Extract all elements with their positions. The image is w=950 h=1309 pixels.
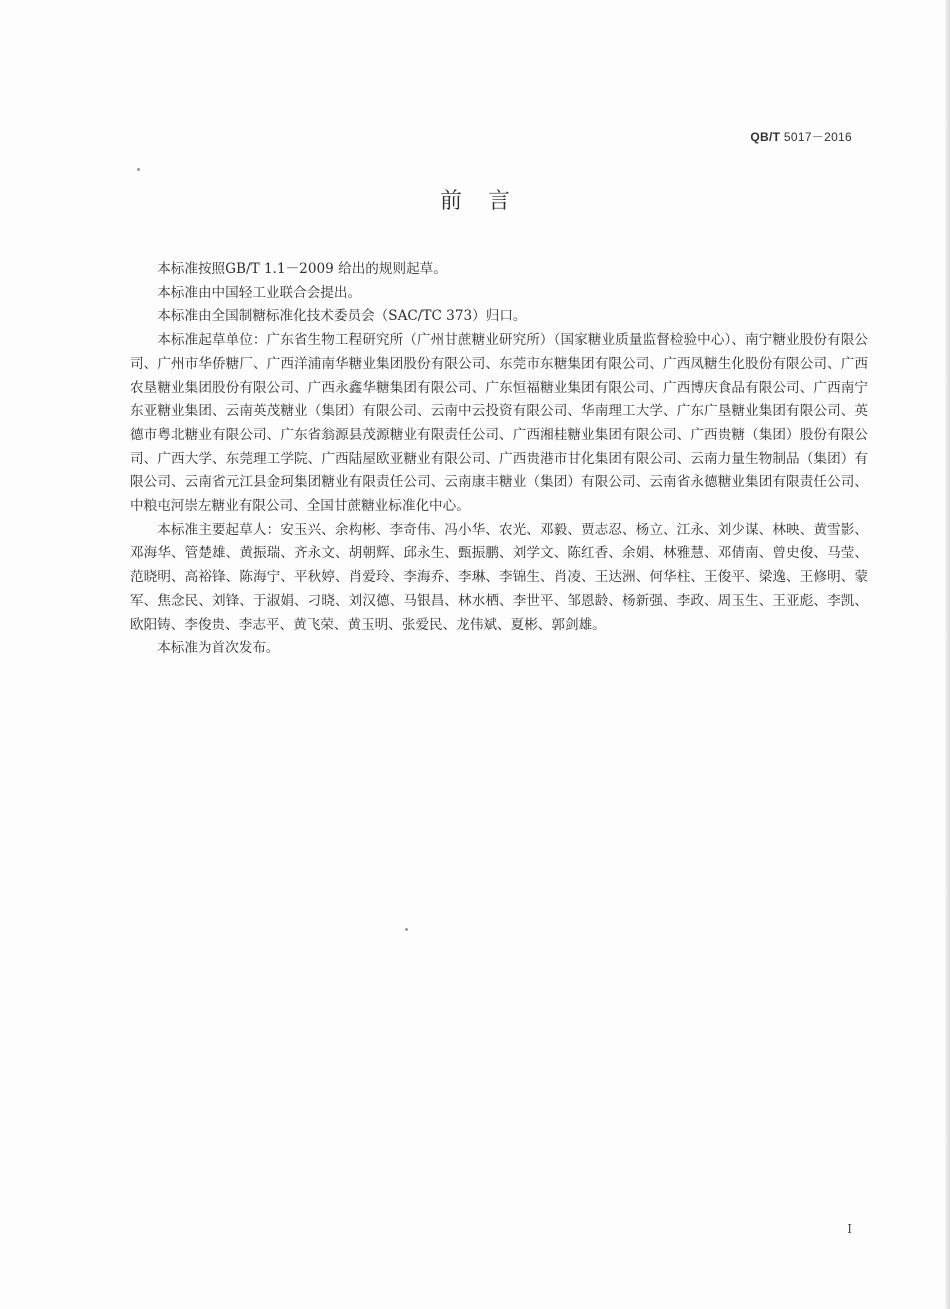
standard-code-number: 5017－2016	[783, 130, 852, 144]
page-title: 前言	[439, 189, 536, 214]
paragraph-first-release: 本标准为首次发布。	[157, 640, 280, 657]
paragraph-proposer: 本标准由中国轻工业联合会提出。	[157, 284, 362, 301]
standard-code-prefix: QB/T	[750, 130, 781, 144]
paragraph-committee: 本标准由全国制糖标准化技术委员会（SAC/TC 373）归口。	[157, 308, 527, 325]
page-number: I	[847, 1222, 852, 1236]
scan-speck	[405, 928, 408, 931]
standard-code	[750, 128, 852, 145]
scan-speck	[137, 168, 140, 171]
paragraph-drafters: 本标准主要起草人：安玉兴、余构彬、李奇伟、冯小华、农光、邓毅、贾志忍、杨立、江永、刘少谋、林映、黄雪影、邓海华、管楚雄、黄振瑞、齐永文、胡朝辉、邱永生、甄振鹏、刘学文、陈红香、余娟、林雅慧、邓倩南、曾史俊、马莹、范晓明、高裕锋、陈海宁、平秋婷、肖爱玲、李海乔、李琳、李锦生、肖凌、王达洲、何华柱、王俊平、梁逸、王修明、蒙军、焦念民、刘锋、于淑娟、刁晓、刘汉德、马银昌、林水栖、李世平、邹恩龄、杨新强、李政、周玉生、王亚彪、李凯、欧阳铸、李俊贵、李志平、黄飞荣、黄玉明、张爱民、龙伟斌、夏彬、郭剑雄。	[130, 521, 868, 633]
paragraph-drafting-units: 本标准起草单位：广东省生物工程研究所（广州甘蔗糖业研究所）（国家糖业质量监督检验中心）、南宁糖业股份有限公司、广州市华侨糖厂、广西洋浦南华糖业集团股份有限公司、东莞市东糖集团有限公司、广西凤糖生化股份有限公司、广西农垦糖业集团股份有限公司、广西永鑫华糖集团有限公司、广东恒福糖业集团有限公司、广西博庆食品有限公司、广西南宁东亚糖业集团、云南英茂糖业（集团）有限公司、云南中云投资有限公司、华南理工大学、广东广垦糖业集团有限公司、英德市粤北糖业有限公司、广东省翁源县茂源糖业有限责任公司、广西湘桂糖业集团有限公司、广西贵糖（集团）股份有限公司、广西大学、东莞理工学院、广西陆屋欧亚糖业有限公司、广西贵港市甘化集团有限公司、云南力量生物制品（集团）有限公司、云南省元江县金珂集团糖业有限责任公司、云南康丰糖业（集团）有限公司、云南省永德糖业集团有限责任公司、中粮屯河崇左糖业有限公司、全国甘蔗糖业标准化中心。	[130, 332, 868, 515]
foreword-body	[130, 258, 868, 661]
paragraph-drafting-rules: 本标准按照GB/T 1.1－2009 给出的规则起草。	[157, 261, 447, 277]
